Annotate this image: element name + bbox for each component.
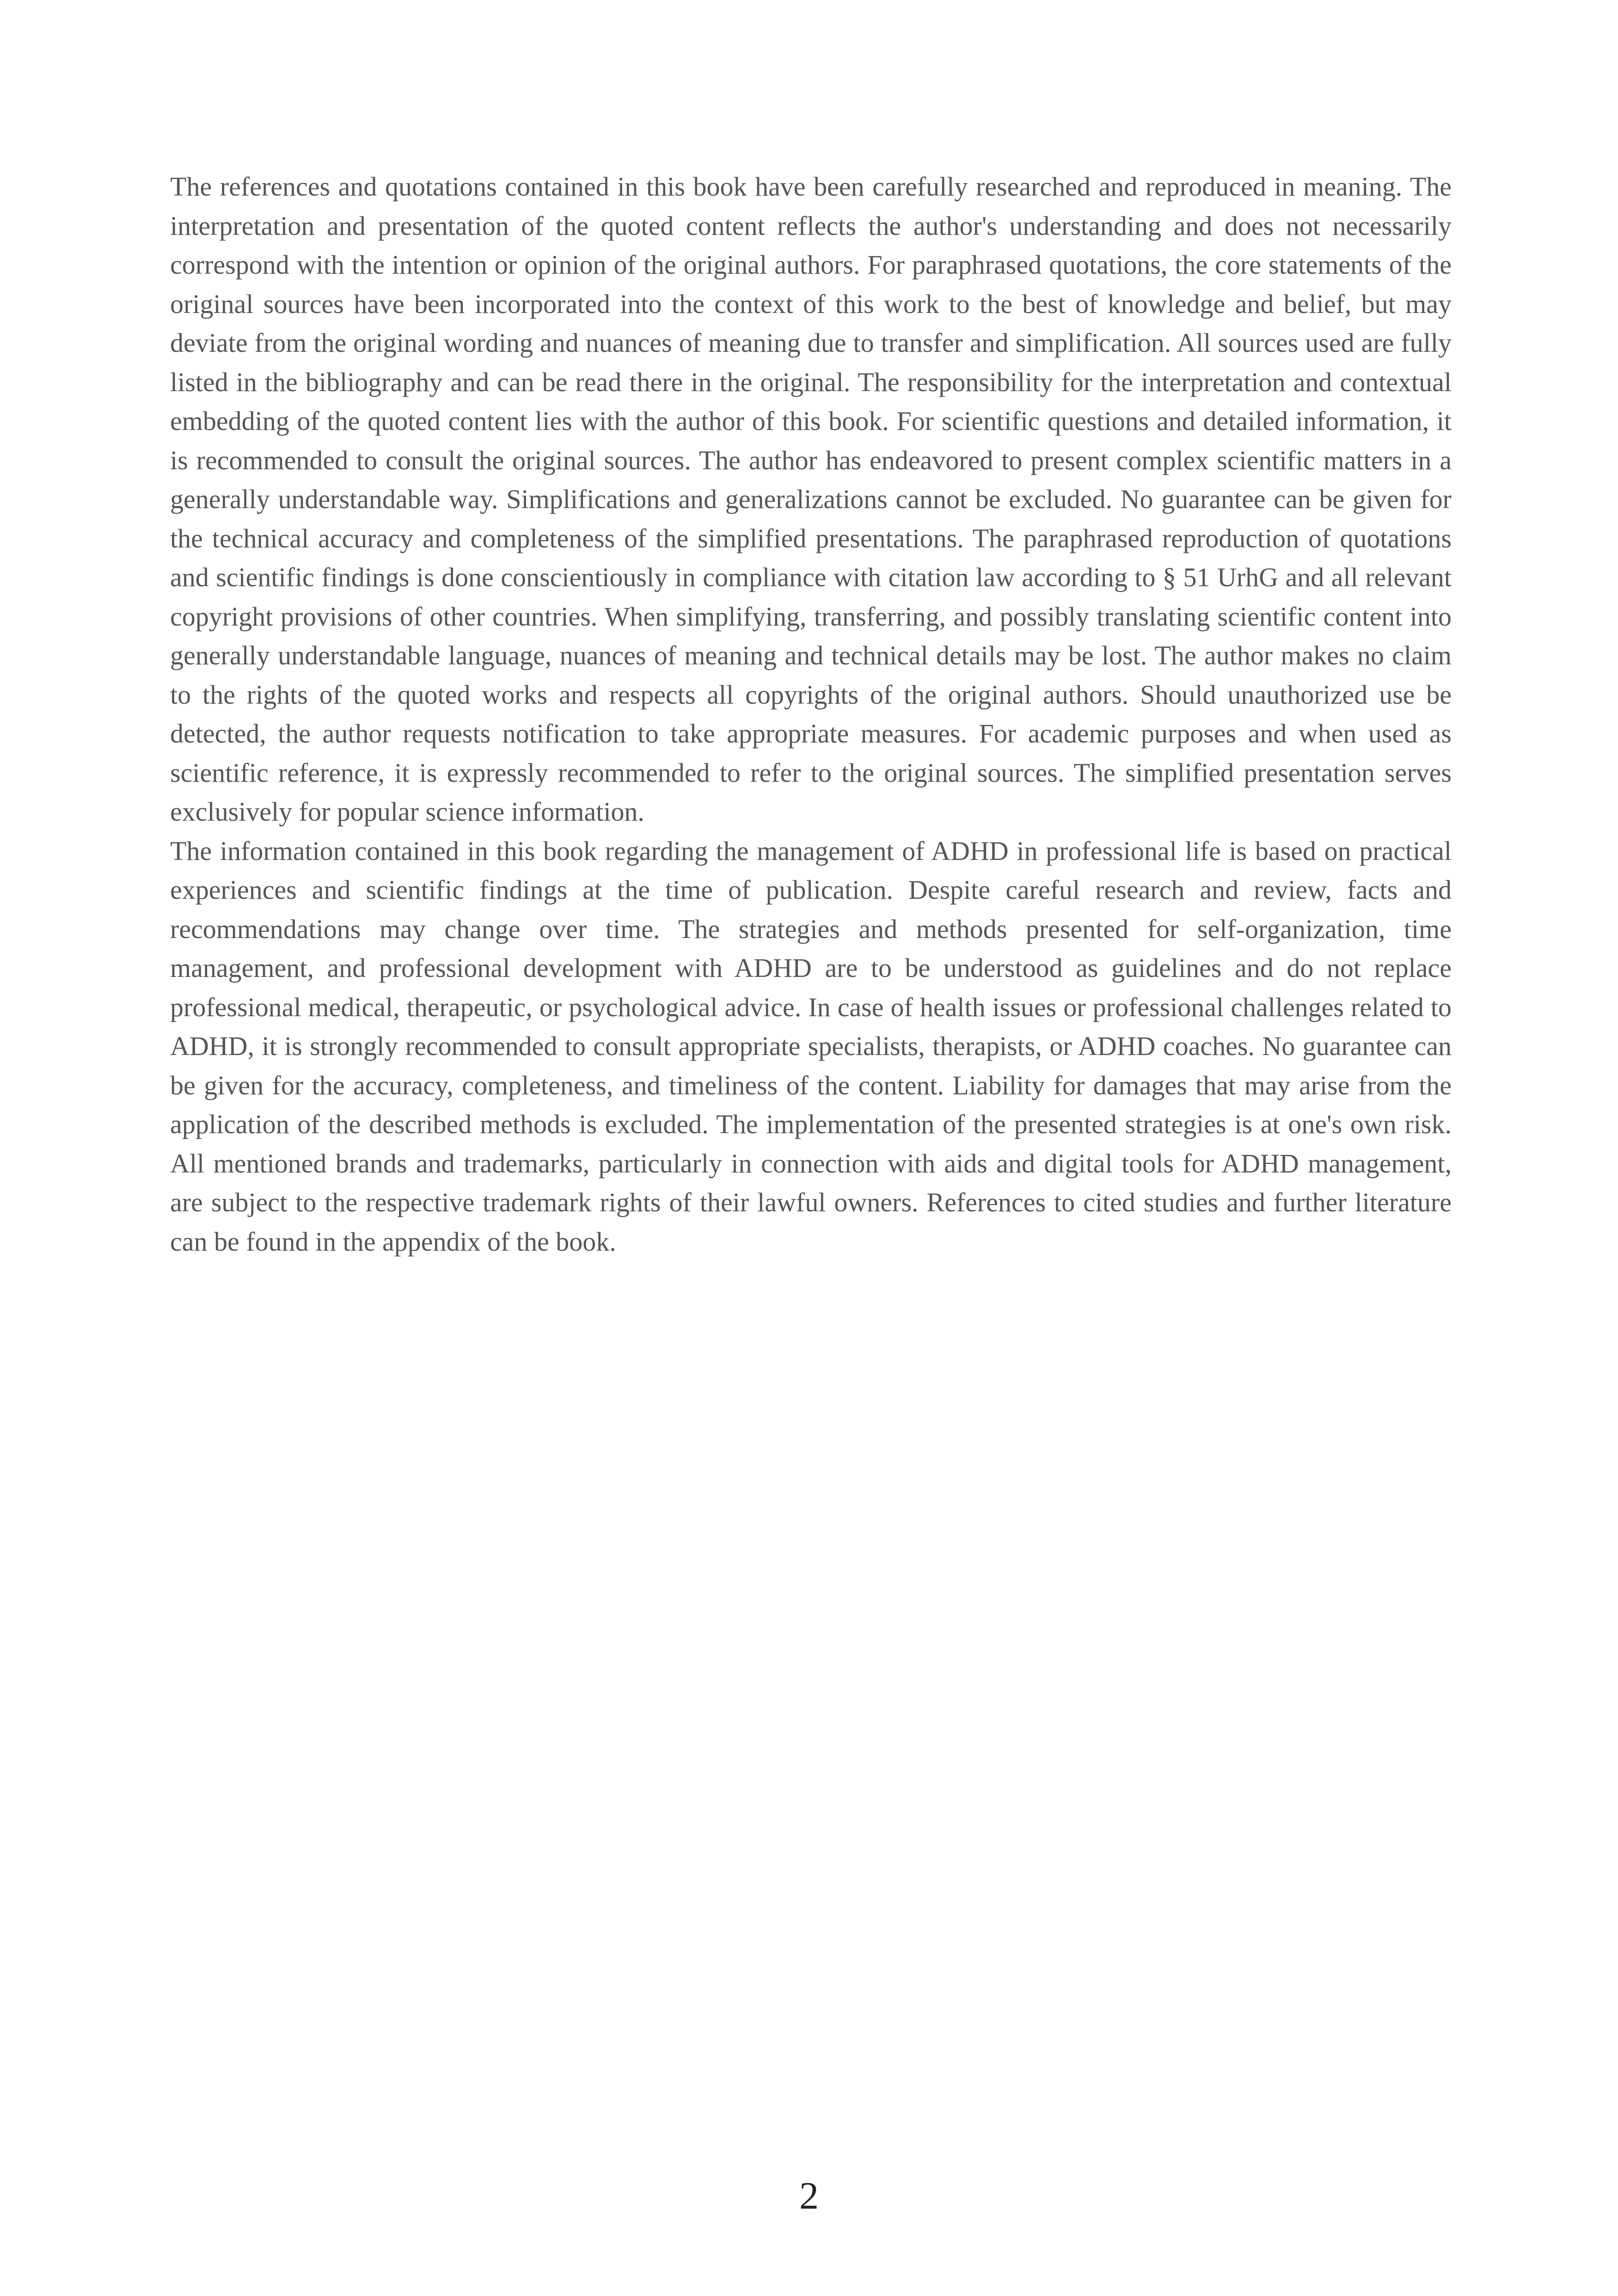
disclaimer-paragraph-sources: The references and quotations contained in this book have been carefully researched and reproduced in meaning. The interpretation and presentation of the quoted content reflects the author's understanding and does not necessarily correspond with the intention or opinion of the original authors. For paraphrased quotations, the core statements of the original sources have been incorporated into the context of this work to the best of knowledge and belief, but may deviate from the original wording and nuances of meaning due to transfer and simplification. All sources used are fully listed in the bibliography and can be read there in the original. The responsibility for the interpretation and contextual embedding of the quoted content lies with the author of this book. For scientific questions and detailed information, it is recommended to consult the original sources. The author has endeavored to present complex scientific matters in a generally understandable way. Simplifications and generalizations cannot be excluded. No guarantee can be given for the technical accuracy and completeness of the simplified presentations. The paraphrased reproduction of quotations and scientific findings is done conscientiously in compliance with citation law according to § 51 UrhG and all relevant copyright provisions of other countries. When simplifying, transferring, and possibly translating scientific content into generally understandable language, nuances of meaning and technical details may be lost. The author makes no claim to the rights of the quoted works and respects all copyrights of the original authors. Should unauthorized use be detected, the author requests notification to take appropriate measures. For academic purposes and when used as scientific reference, it is expressly recommended to refer to the original sources. The simplified presentation serves exclusively for popular science information.	[170, 172, 1452, 827]
page-number: 2	[799, 2174, 819, 2217]
disclaimer-paragraph-adhd: The information contained in this book regarding the management of ADHD in professional life is based on practical experiences and scientific findings at the time of publication. Despite careful research and review, facts and recommendations may change over time. The strategies and methods presented for self-organization, time management, and professional development with ADHD are to be understood as guidelines and do not replace professional medical, therapeutic, or psychological advice. In case of health issues or professional challenges related to ADHD, it is strongly recommended to consult appropriate specialists, therapists, or ADHD coaches. No guarantee can be given for the accuracy, completeness, and timeliness of the content. Liability for damages that may arise from the application of the described methods is excluded. The implementation of the presented strategies is at one's own risk. All mentioned brands and trademarks, particularly in connection with aids and digital tools for ADHD management, are subject to the respective trademark rights of their lawful owners. References to cited studies and further literature can be found in the appendix of the book.	[170, 835, 1452, 1257]
disclaimer-text	[170, 167, 1452, 1261]
